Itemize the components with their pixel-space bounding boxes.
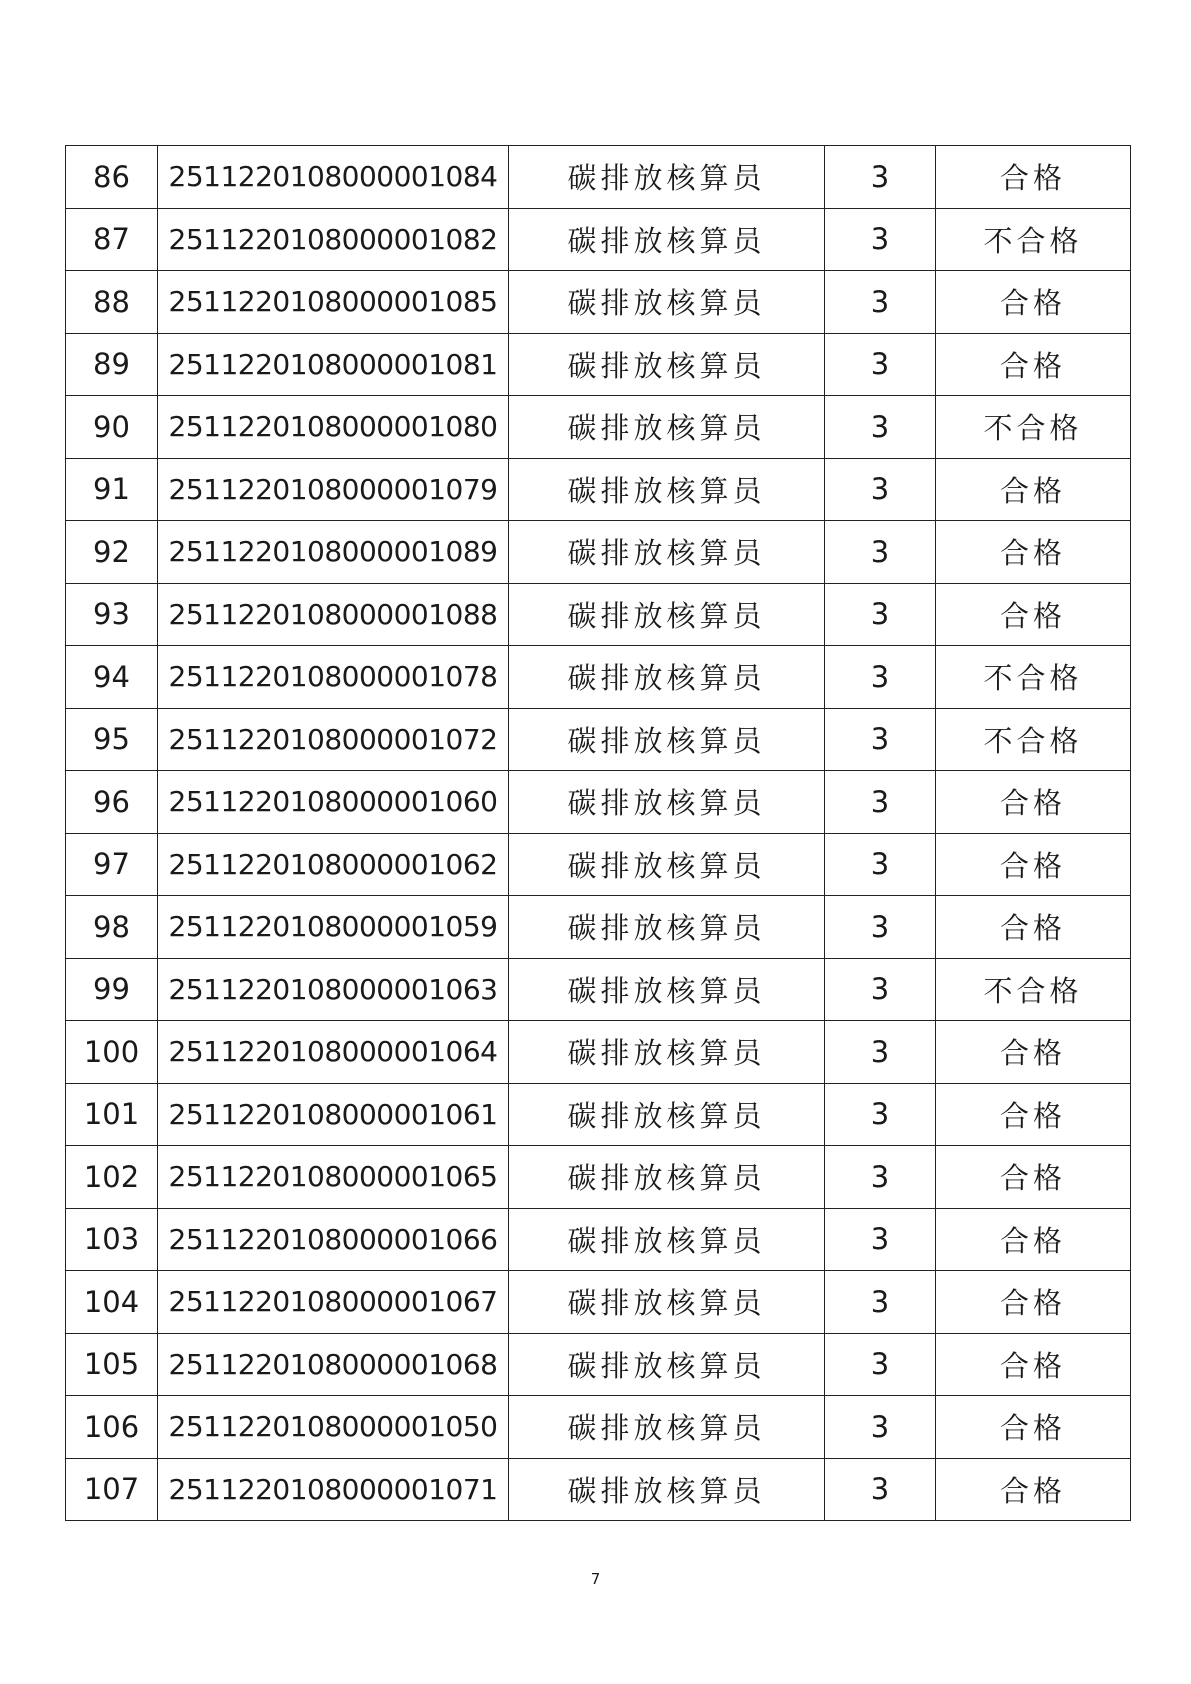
result-cell: 合格: [936, 1271, 1131, 1334]
serial-number-cell: 107: [66, 1458, 158, 1521]
level-cell: 3: [825, 1083, 936, 1146]
level-cell: 3: [825, 271, 936, 334]
occupation-cell: 碳排放核算员: [509, 1271, 825, 1334]
certificate-number-cell: 2511220108000001071: [158, 1458, 509, 1521]
result-cell: 合格: [936, 521, 1131, 584]
certificate-number-cell: 2511220108000001089: [158, 521, 509, 584]
level-cell: 3: [825, 1396, 936, 1459]
level-cell: 3: [825, 208, 936, 271]
result-cell: 合格: [936, 1021, 1131, 1084]
occupation-cell: 碳排放核算员: [509, 458, 825, 521]
table-row: [66, 521, 1131, 584]
result-cell: 合格: [936, 271, 1131, 334]
serial-number-cell: 100: [66, 1021, 158, 1084]
table-row: [66, 396, 1131, 459]
table-row: [66, 896, 1131, 959]
table-row: [66, 1333, 1131, 1396]
occupation-cell: 碳排放核算员: [509, 1083, 825, 1146]
occupation-cell: 碳排放核算员: [509, 1333, 825, 1396]
certificate-number-cell: 2511220108000001059: [158, 896, 509, 959]
occupation-cell: 碳排放核算员: [509, 583, 825, 646]
table-row: [66, 958, 1131, 1021]
table-row: [66, 771, 1131, 834]
table-row: [66, 1208, 1131, 1271]
table-row: [66, 1146, 1131, 1209]
occupation-cell: 碳排放核算员: [509, 1208, 825, 1271]
table-row: [66, 708, 1131, 771]
serial-number-cell: 90: [66, 396, 158, 459]
level-cell: 3: [825, 896, 936, 959]
occupation-cell: 碳排放核算员: [509, 958, 825, 1021]
certificate-number-cell: 2511220108000001081: [158, 333, 509, 396]
occupation-cell: 碳排放核算员: [509, 771, 825, 834]
serial-number-cell: 102: [66, 1146, 158, 1209]
serial-number-cell: 87: [66, 208, 158, 271]
certificate-number-cell: 2511220108000001050: [158, 1396, 509, 1459]
serial-number-cell: 99: [66, 958, 158, 1021]
serial-number-cell: 89: [66, 333, 158, 396]
occupation-cell: 碳排放核算员: [509, 1146, 825, 1209]
level-cell: 3: [825, 583, 936, 646]
table-row: [66, 1396, 1131, 1459]
certificate-number-cell: 2511220108000001061: [158, 1083, 509, 1146]
certificate-number-cell: 2511220108000001065: [158, 1146, 509, 1209]
table-row: [66, 458, 1131, 521]
level-cell: 3: [825, 708, 936, 771]
occupation-cell: 碳排放核算员: [509, 146, 825, 209]
serial-number-cell: 105: [66, 1333, 158, 1396]
table-row: [66, 833, 1131, 896]
table-row: [66, 271, 1131, 334]
occupation-cell: 碳排放核算员: [509, 396, 825, 459]
page-number: 7: [590, 1570, 601, 1588]
result-cell: 不合格: [936, 646, 1131, 709]
certificate-number-cell: 2511220108000001060: [158, 771, 509, 834]
table-row: [66, 646, 1131, 709]
table-row: [66, 146, 1131, 209]
result-cell: 合格: [936, 833, 1131, 896]
table-row: [66, 333, 1131, 396]
results-table: [65, 145, 1131, 1521]
certificate-number-cell: 2511220108000001063: [158, 958, 509, 1021]
serial-number-cell: 86: [66, 146, 158, 209]
serial-number-cell: 101: [66, 1083, 158, 1146]
level-cell: 3: [825, 1333, 936, 1396]
serial-number-cell: 93: [66, 583, 158, 646]
table-row: [66, 1021, 1131, 1084]
certificate-number-cell: 2511220108000001088: [158, 583, 509, 646]
result-cell: 合格: [936, 896, 1131, 959]
serial-number-cell: 94: [66, 646, 158, 709]
level-cell: 3: [825, 458, 936, 521]
level-cell: 3: [825, 333, 936, 396]
level-cell: 3: [825, 146, 936, 209]
serial-number-cell: 104: [66, 1271, 158, 1334]
occupation-cell: 碳排放核算员: [509, 1458, 825, 1521]
level-cell: 3: [825, 771, 936, 834]
level-cell: 3: [825, 521, 936, 584]
certificate-number-cell: 2511220108000001064: [158, 1021, 509, 1084]
certificate-number-cell: 2511220108000001085: [158, 271, 509, 334]
result-cell: 合格: [936, 1458, 1131, 1521]
serial-number-cell: 92: [66, 521, 158, 584]
level-cell: 3: [825, 833, 936, 896]
occupation-cell: 碳排放核算员: [509, 271, 825, 334]
result-cell: 合格: [936, 458, 1131, 521]
table-row: [66, 1458, 1131, 1521]
certificate-number-cell: 2511220108000001066: [158, 1208, 509, 1271]
result-cell: 合格: [936, 1208, 1131, 1271]
certificate-number-cell: 2511220108000001078: [158, 646, 509, 709]
certificate-number-cell: 2511220108000001072: [158, 708, 509, 771]
level-cell: 3: [825, 1021, 936, 1084]
table-row: [66, 208, 1131, 271]
level-cell: 3: [825, 1208, 936, 1271]
table-row: [66, 1271, 1131, 1334]
occupation-cell: 碳排放核算员: [509, 521, 825, 584]
occupation-cell: 碳排放核算员: [509, 646, 825, 709]
level-cell: 3: [825, 1458, 936, 1521]
result-cell: 不合格: [936, 958, 1131, 1021]
result-cell: 合格: [936, 146, 1131, 209]
result-cell: 合格: [936, 771, 1131, 834]
result-cell: 不合格: [936, 396, 1131, 459]
serial-number-cell: 88: [66, 271, 158, 334]
occupation-cell: 碳排放核算员: [509, 333, 825, 396]
level-cell: 3: [825, 1146, 936, 1209]
serial-number-cell: 98: [66, 896, 158, 959]
serial-number-cell: 96: [66, 771, 158, 834]
occupation-cell: 碳排放核算员: [509, 896, 825, 959]
table-row: [66, 1083, 1131, 1146]
level-cell: 3: [825, 958, 936, 1021]
certificate-number-cell: 2511220108000001079: [158, 458, 509, 521]
occupation-cell: 碳排放核算员: [509, 1021, 825, 1084]
result-cell: 合格: [936, 1396, 1131, 1459]
level-cell: 3: [825, 646, 936, 709]
table-row: [66, 583, 1131, 646]
certificate-number-cell: 2511220108000001082: [158, 208, 509, 271]
result-cell: 合格: [936, 583, 1131, 646]
level-cell: 3: [825, 396, 936, 459]
serial-number-cell: 106: [66, 1396, 158, 1459]
certificate-number-cell: 2511220108000001068: [158, 1333, 509, 1396]
result-cell: 不合格: [936, 708, 1131, 771]
serial-number-cell: 97: [66, 833, 158, 896]
result-cell: 合格: [936, 1146, 1131, 1209]
serial-number-cell: 91: [66, 458, 158, 521]
result-cell: 合格: [936, 1333, 1131, 1396]
certificate-number-cell: 2511220108000001084: [158, 146, 509, 209]
level-cell: 3: [825, 1271, 936, 1334]
certificate-number-cell: 2511220108000001062: [158, 833, 509, 896]
occupation-cell: 碳排放核算员: [509, 833, 825, 896]
serial-number-cell: 103: [66, 1208, 158, 1271]
occupation-cell: 碳排放核算员: [509, 708, 825, 771]
serial-number-cell: 95: [66, 708, 158, 771]
occupation-cell: 碳排放核算员: [509, 1396, 825, 1459]
occupation-cell: 碳排放核算员: [509, 208, 825, 271]
result-cell: 合格: [936, 1083, 1131, 1146]
result-cell: 不合格: [936, 208, 1131, 271]
certificate-number-cell: 2511220108000001067: [158, 1271, 509, 1334]
results-table-body: [66, 146, 1131, 1521]
result-cell: 合格: [936, 333, 1131, 396]
certificate-number-cell: 2511220108000001080: [158, 396, 509, 459]
